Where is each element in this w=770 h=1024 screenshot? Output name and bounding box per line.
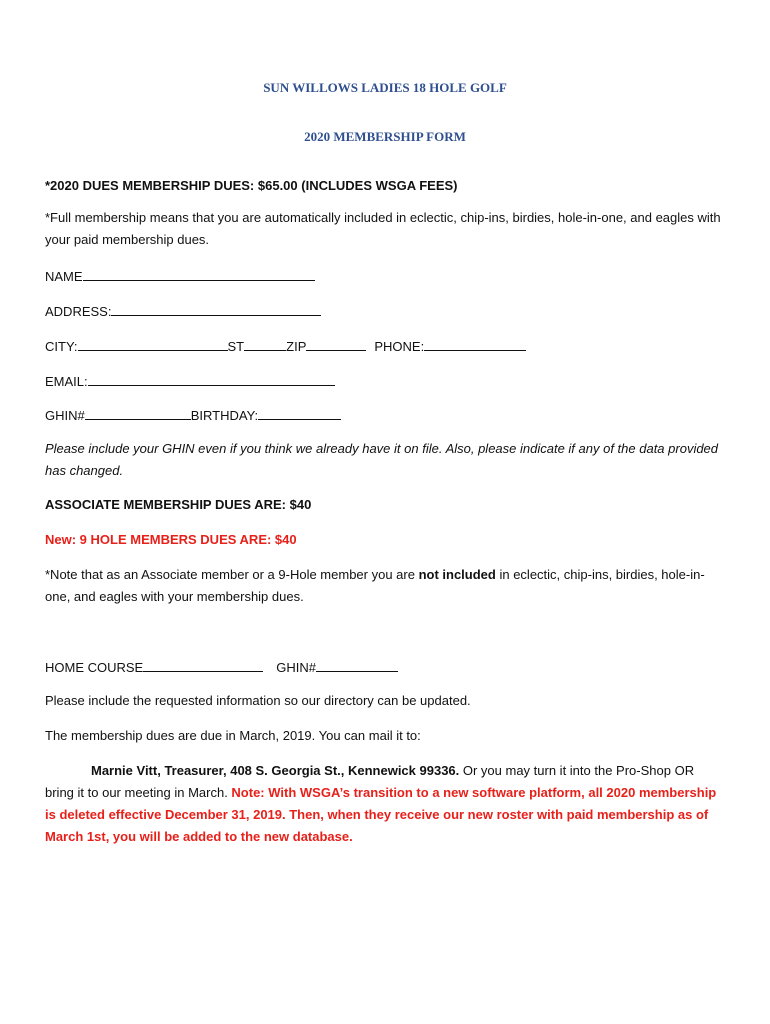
mail-instructions	[45, 760, 725, 848]
ghin-note: Please include your GHIN even if you think we already have it on file. Also, please indicate if any of the data provided has changed.	[45, 441, 719, 478]
nine-hole-dues: New: 9 HOLE MEMBERS DUES ARE: $40	[45, 532, 297, 547]
home-ghin-label: GHIN#	[276, 660, 316, 675]
directory-note: Please include the requested information so our directory can be updated.	[45, 693, 471, 708]
associate-note	[45, 564, 725, 608]
phone-field[interactable]	[424, 337, 526, 351]
state-label: ST	[227, 339, 245, 354]
address-field[interactable]	[111, 302, 321, 316]
city-label: CITY:	[45, 339, 78, 354]
wsga-transition-note: Note: With WSGA’s transition to a new software platform, all 2020 membership is deleted effective December 31, 2019. Then, when they receive our new roster with paid membership as of March 1st, you will be added to the new database.	[45, 785, 717, 844]
home-course-label: HOME COURSE	[45, 660, 144, 675]
associate-note-bold: not included	[418, 567, 496, 582]
proshop-note: Or you may turn it into the Pro-Shop OR bring it to our meeting in March.	[45, 763, 695, 800]
city-row	[45, 337, 526, 354]
ghin-label: GHIN#	[45, 408, 85, 423]
zip-label: ZIP	[286, 339, 307, 354]
associate-note-suffix: in eclectic, chip-ins, birdies, hole-in-one, and eagles with your membership dues.	[45, 567, 705, 604]
home-course-row	[45, 658, 398, 675]
name-row	[45, 267, 315, 284]
associate-dues: ASSOCIATE MEMBERSHIP DUES ARE: $40	[45, 497, 312, 512]
ghin-row	[45, 406, 341, 423]
ghin-field[interactable]	[85, 406, 191, 420]
zip-field[interactable]	[306, 337, 366, 351]
form-title: 2020 MEMBERSHIP FORM	[304, 129, 466, 144]
email-label: EMAIL:	[45, 374, 88, 389]
state-field[interactable]	[244, 337, 286, 351]
associate-note-prefix: *Note that as an Associate member or a 9-Hole member you are	[45, 567, 419, 582]
name-label: NAME	[45, 269, 83, 284]
address-row	[45, 302, 321, 319]
email-field[interactable]	[88, 372, 335, 386]
city-field[interactable]	[78, 337, 228, 351]
name-field[interactable]	[83, 267, 315, 281]
birthday-label: BIRTHDAY:	[190, 408, 259, 423]
treasurer-address: Marnie Vitt, Treasurer, 408 S. Georgia St., Kennewick 99336.	[91, 763, 460, 778]
org-title: SUN WILLOWS LADIES 18 HOLE GOLF	[263, 80, 507, 95]
full-dues-line: *2020 DUES MEMBERSHIP DUES: $65.00 (INCLUDES WSGA FEES)	[45, 178, 458, 193]
email-row	[45, 372, 335, 389]
home-course-field[interactable]	[143, 658, 263, 672]
address-label: ADDRESS:	[45, 304, 112, 319]
full-membership-note: *Full membership means that you are automatically included in eclectic, chip-ins, birdies, hole-in-one, and eagles with your paid membership dues.	[45, 210, 721, 247]
due-note: The membership dues are due in March, 2019. You can mail it to:	[45, 728, 421, 743]
home-ghin-field[interactable]	[316, 658, 398, 672]
birthday-field[interactable]	[258, 406, 341, 420]
phone-label: PHONE:	[374, 339, 425, 354]
